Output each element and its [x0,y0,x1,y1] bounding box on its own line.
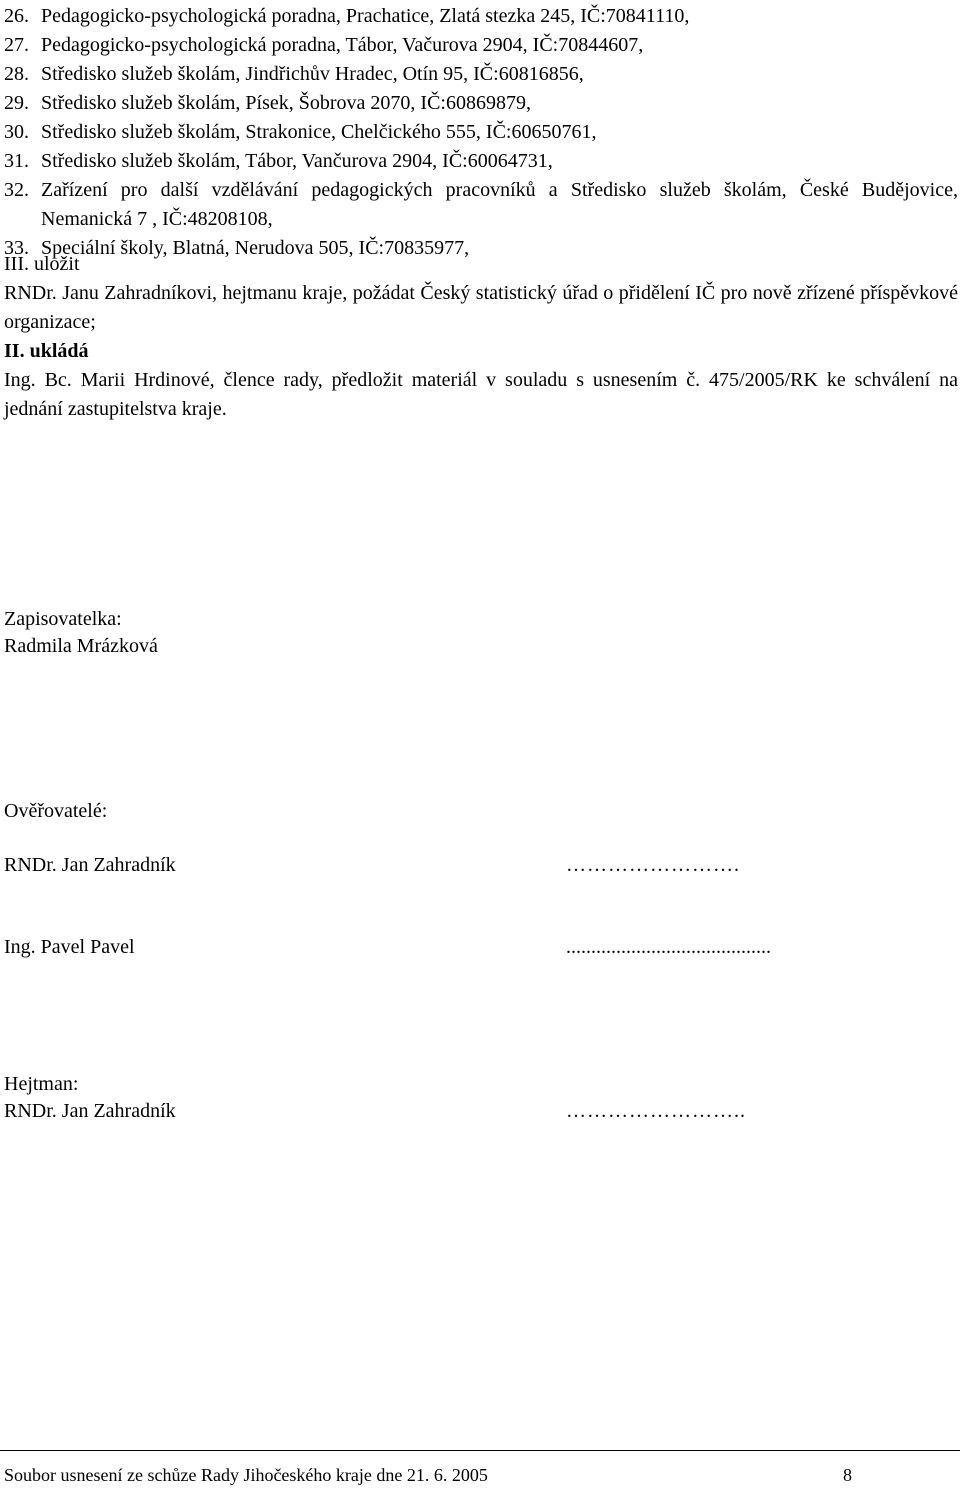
list-item-number: 26. [4,5,29,27]
list-item-number: 28. [4,63,29,85]
list-item [4,118,958,147]
list-item-text: Zařízení pro další vzdělávání pedagogických pracovníků a Středisko služeb školám, České Budějovice, Nemanická 7 , IČ:48208108, [41,179,958,230]
governor-name: RNDr. Jan Zahradník [4,1100,176,1122]
recorder-name: Radmila Mrázková [4,635,158,657]
list-item-text: Středisko služeb školám, Tábor, Vančurova 2904, IČ:60064731, [41,150,553,172]
section-3 [4,250,958,337]
page-number: 8 [843,1465,852,1485]
verifier-name: Ing. Pavel Pavel [4,936,135,958]
list-item-text: Pedagogicko-psychologická poradna, Prachatice, Zlatá stezka 245, IČ:70841110, [41,5,690,27]
list-item-text: Středisko služeb školám, Písek, Šobrova 2070, IČ:60869879, [41,92,531,114]
list-item-number: 31. [4,150,29,172]
section-3-heading: III. uložit [4,253,80,275]
list-item-text: Středisko služeb školám, Jindřichův Hradec, Otín 95, IČ:60816856, [41,63,584,85]
recorder-label: Zapisovatelka: [4,608,122,630]
section-3-text: RNDr. Janu Zahradníkovi, hejtmanu kraje, požádat Český statistický úřad o přidělení IČ pro nově zřízené příspěvkové organizace; [4,282,958,333]
organization-list [4,2,958,263]
list-item [4,2,958,31]
list-item-number: 27. [4,34,29,56]
list-item-text: Pedagogicko-psychologická poradna, Tábor, Vačurova 2904, IČ:70844607, [41,34,644,56]
section-2-text: Ing. Bc. Marii Hrdinové, člence rady, předložit materiál v souladu s usnesením č. 475/2005/RK ke schválení na jednání zastupitelstva kraje. [4,369,958,420]
list-item-number: 33. [4,237,29,259]
footer-text: Soubor usnesení ze schůze Rady Jihočeského kraje dne 21. 6. 2005 [4,1465,488,1485]
page-footer [0,1450,960,1485]
list-item [4,60,958,89]
verifier-name: RNDr. Jan Zahradník [4,854,176,876]
section-2 [4,337,958,424]
list-item [4,147,958,176]
list-item-number: 30. [4,121,29,143]
signature-line: …………………….. [566,1100,746,1122]
section-2-heading: II. ukládá [4,340,89,362]
list-item-text: Středisko služeb školám, Strakonice, Chelčického 555, IČ:60650761, [41,121,597,143]
list-item [4,89,958,118]
verifiers-label: Ověřovatelé: [4,800,108,822]
governor-label: Hejtman: [4,1073,79,1095]
list-item [4,176,958,234]
signature-line: ......................................... [566,936,771,958]
list-item-number: 32. [4,179,29,201]
list-item-text: Speciální školy, Blatná, Nerudova 505, IČ:70835977, [41,237,470,259]
signature-line: ……………………. [566,854,740,876]
list-item-number: 29. [4,92,29,114]
list-item [4,31,958,60]
